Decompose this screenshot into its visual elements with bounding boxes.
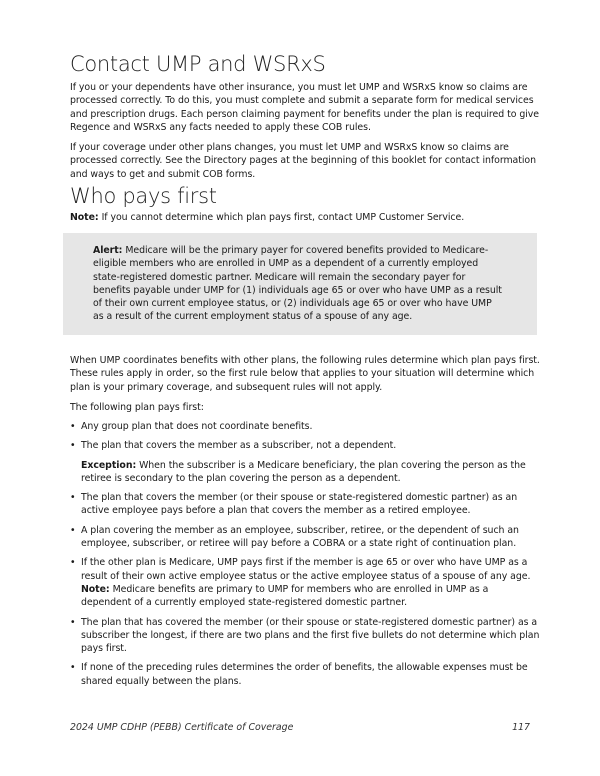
paragraph: If you or your dependents have other insurance, you must let UMP and WSRxS know so claims are processed correctly. To do this, you must complete and submit a separate form for medical services and prescription drugs. Each person claiming payment for benefits under the plan is required to give Regence and WSRxS any facts needed to apply these COB rules. — [70, 82, 539, 133]
note-text: Medicare benefits are primary to UMP for members who are enrolled in UMP as a dependent of a currently employed state-registered domestic partner. — [81, 583, 489, 609]
page-number: 117 — [512, 722, 530, 733]
paragraph: When UMP coordinates benefits with other plans, the following rules determine which plan pays first. These rules apply in order, so the first rule below that applies to your situation will determine which plan is your primary coverage, and subsequent rules will not apply. — [70, 355, 540, 393]
exception-text: When the subscriber is a Medicare beneficiary, the plan covering the person as the retiree is secondary to the plan covering the person as a dependent. — [81, 459, 526, 484]
list-item-text: Any group plan that does not coordinate benefits. — [81, 421, 313, 432]
alert-paragraph — [93, 244, 503, 324]
list-item — [70, 616, 540, 656]
bullet-icon: • — [70, 440, 76, 452]
list-item-text: If none of the preceding rules determines the order of benefits, the allowable expenses must be shared equally between the plans. — [81, 662, 528, 687]
list-item — [70, 661, 540, 688]
bullet-icon: • — [70, 662, 76, 674]
rules-list-continued — [70, 491, 540, 688]
list-item-text: The plan that covers the member (or their spouse or state-registered domestic partner) as an active employee pays before a plan that covers the member as a retired employee. — [81, 492, 518, 517]
rules-list-container — [70, 420, 540, 694]
note-paragraph — [70, 211, 540, 224]
list-item — [70, 439, 540, 452]
rules-list — [70, 420, 540, 453]
list-item-text: If the other plan is Medicare, UMP pays first if the member is age 65 or over who have UMP as a result of their own active employee status or the active employee status of a spouse of any age. — [81, 557, 531, 582]
alert-label: Alert: — [93, 245, 123, 256]
bullet-icon: • — [70, 557, 76, 569]
bullet-icon: • — [70, 421, 76, 432]
exception-label: Exception: — [81, 459, 137, 471]
note-label: Note: — [70, 212, 99, 223]
alert-box — [63, 233, 537, 335]
page-footer — [70, 722, 530, 733]
exception-paragraph — [70, 459, 540, 486]
rules-intro — [70, 354, 540, 394]
list-intro — [70, 401, 540, 414]
note-line — [70, 211, 540, 224]
paragraph: The following plan pays first: — [70, 402, 204, 413]
note-text: If you cannot determine which plan pays first, contact UMP Customer Service. — [98, 212, 465, 223]
section-heading-who-pays-first: Who pays first — [70, 184, 217, 208]
bullet-icon: • — [70, 524, 76, 536]
list-item-text: A plan covering the member as an employee, subscriber, retiree, or the dependent of such an employee, subscriber, or retiree will pay before a COBRA or a state right of continuation plan. — [81, 524, 519, 550]
paragraph: If your coverage under other plans changes, you must let UMP and WSRxS know so claims are processed correctly. See the Directory pages at the beginning of this booklet for contact information and ways to get and submit COB forms. — [70, 142, 537, 180]
section-heading-contact: Contact UMP and WSRxS — [70, 52, 326, 76]
list-item — [70, 420, 540, 433]
contact-paragraph-2 — [70, 141, 540, 181]
bullet-icon: • — [70, 616, 76, 628]
note-label: Note: — [81, 583, 110, 595]
list-item — [70, 491, 540, 518]
alert-text: Medicare will be the primary payer for covered benefits provided to Medicare-eligible members who are enrolled in UMP as a dependent of a currently employed state-registered domestic partner. Medicare will remain the secondary payer for benefits payable under UMP for (1) individuals age 65 or over who have UMP as a result of their own current employee status, or (2) individuals age 65 or over who have UMP as a result of the current employment status of a spouse of any age. — [93, 245, 502, 323]
list-item-text: The plan that has covered the member (or their spouse or state-registered domestic partner) as a subscriber the longest, if there are two plans and the first five bullets do not determine which plan pays first. — [81, 616, 540, 655]
list-item — [70, 524, 540, 551]
list-item-text: The plan that covers the member as a subscriber, not a dependent. — [81, 440, 397, 452]
list-item — [70, 556, 540, 609]
contact-paragraph-1 — [70, 81, 540, 134]
bullet-icon: • — [70, 492, 76, 504]
footer-title: 2024 UMP CDHP (PEBB) Certificate of Coverage — [70, 722, 294, 733]
